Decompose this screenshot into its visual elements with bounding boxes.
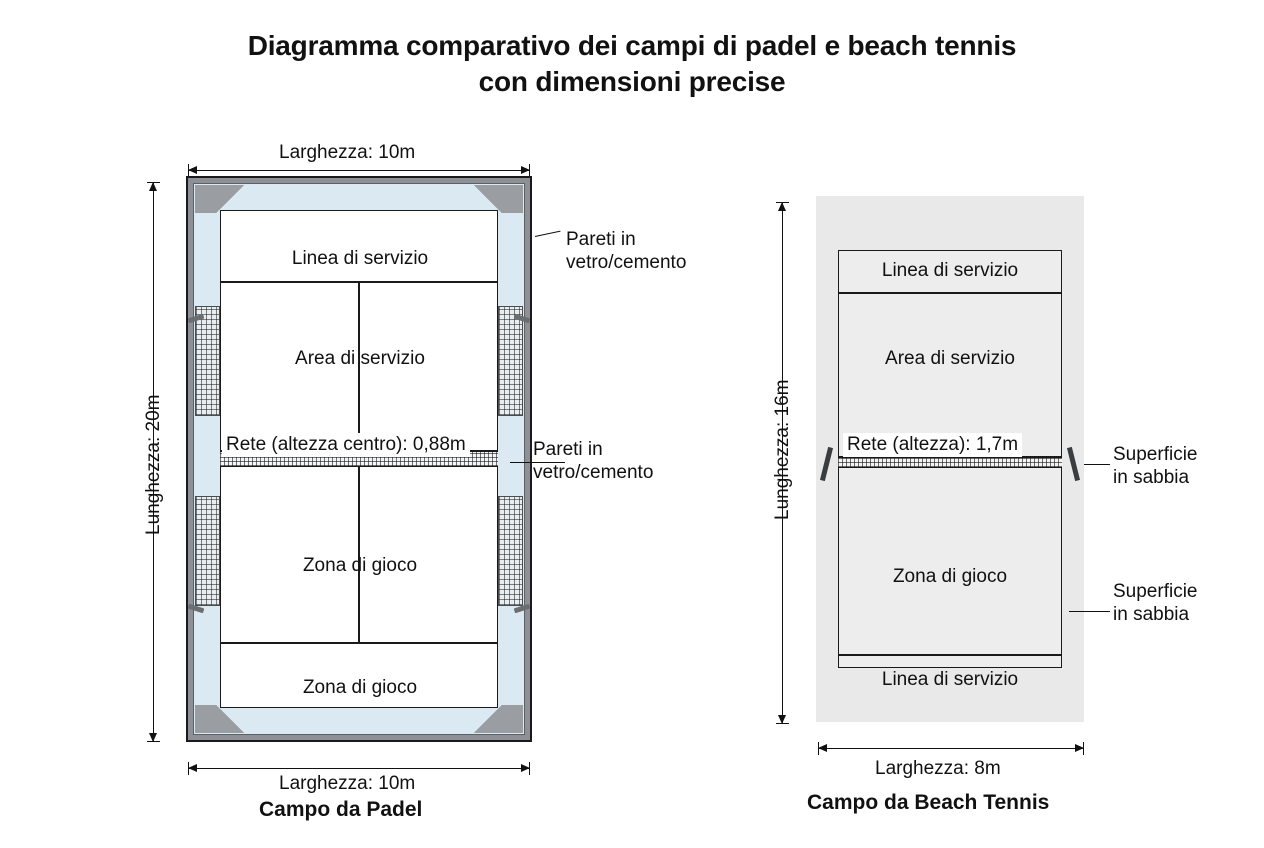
padel-label-play-zone-1: Zona di gioco (302, 555, 418, 576)
beach-net-post-left (820, 447, 833, 481)
padel-label-net: Rete (altezza centro): 0,88m (222, 433, 470, 457)
beach-label-net: Rete (altezza): 1,7m (843, 433, 1022, 457)
page-title-line2: con dimensioni precise (478, 65, 786, 97)
padel-corner-top-left (195, 185, 249, 213)
beach-caption: Campo da Beach Tennis (807, 791, 1050, 814)
padel-corner-top-right (469, 185, 523, 213)
padel-mesh-right-lower (498, 496, 523, 606)
beach-annotation-surface-bottom (1113, 580, 1198, 626)
padel-label-service-line-top: Linea di servizio (291, 248, 429, 269)
padel-width-bottom-label: Larghezza: 10m (279, 773, 416, 794)
beach-width-label: Larghezza: 8m (875, 758, 1001, 779)
beach-length-label: Lunghezza: 16m (772, 379, 793, 520)
beach-label-service-area: Area di servizio (885, 348, 1015, 369)
padel-mesh-left-upper (195, 306, 220, 416)
beach-annotation-surface-top-line2: in sabbia (1113, 467, 1190, 489)
padel-width-top-arrow (188, 170, 530, 171)
beach-annotation-surface-top (1113, 443, 1198, 489)
beach-width-arrow (818, 748, 1084, 749)
beach-annotation-surface-top-line1: Superficie (1113, 444, 1198, 465)
padel-width-top-label: Larghezza: 10m (279, 142, 416, 163)
beach-label-service-line-bottom: Linea di servizio (881, 669, 1019, 690)
padel-corner-bottom-right (469, 705, 523, 733)
padel-label-play-zone-2: Zona di gioco (302, 677, 418, 698)
beach-net-post-right (1067, 447, 1080, 481)
padel-width-bottom-arrow (188, 768, 530, 769)
padel-mesh-right-upper (498, 306, 523, 416)
padel-annotation-walls-mid (533, 438, 653, 484)
padel-mesh-left-lower (195, 496, 220, 606)
beach-surface-top-leader (1084, 464, 1110, 465)
padel-annotation-walls-mid-line1: Pareti in (533, 439, 603, 460)
page-title (0, 28, 1264, 100)
beach-net (838, 456, 1062, 468)
beach-service-line-bottom (838, 654, 1062, 656)
beach-surface-bottom-leader (1069, 611, 1110, 612)
padel-annotation-walls-mid-line2: vetro/cemento (533, 462, 654, 484)
beach-annotation-surface-bottom-line1: Superficie (1113, 581, 1198, 602)
padel-label-service-area: Area di servizio (295, 348, 425, 369)
page-title-line1: Diagramma comparativo dei campi di padel e beach tennis (247, 30, 1017, 61)
padel-walls-top-leader (535, 231, 561, 237)
beach-label-play-zone: Zona di gioco (892, 566, 1008, 587)
beach-label-service-line-top: Linea di servizio (881, 260, 1019, 281)
padel-corner-bottom-left (195, 705, 249, 733)
beach-annotation-surface-bottom-line2: in sabbia (1113, 604, 1190, 626)
padel-caption: Campo da Padel (259, 798, 423, 821)
beach-service-line-top (838, 292, 1062, 294)
padel-annotation-walls-top (566, 228, 686, 274)
padel-annotation-walls-top-line2: vetro/cemento (566, 252, 687, 274)
padel-annotation-walls-top-line1: Pareti in (566, 229, 636, 250)
padel-service-line-bottom (220, 642, 498, 644)
padel-length-label: Lunghezza: 20m (143, 394, 164, 535)
